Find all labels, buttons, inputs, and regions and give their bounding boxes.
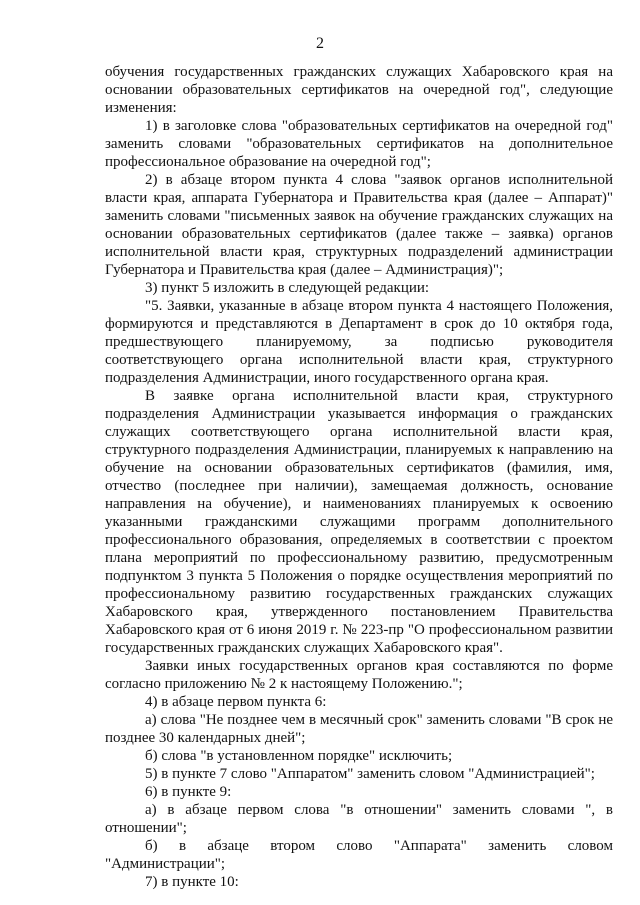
paragraph-item-3-text-part-2: В заявке органа исполнительной власти края, структурного подразделения Администрации указывается информация о гражданских служащих соответствующего органа исполнительной власти края, структурного подразделения Администрации, планируемых к направлению на обучение на основании образовательных сертификатов (фамилия, имя, отчество (последнее при наличии), замещаемая должность, основание направления на обучение), и наименованиях планируемых к освоению указанными гражданскими служащими программ дополнительного профессионального образования, определяемых в соответствии с проектом плана мероприятий по профессиональному развитию, предусмотренным подпунктом 3 пункта 5 Положения о порядке осуществления мероприятий по профессиональному развитию государственных гражданских служащих Хабаровского края, утвержденного постановлением Правительства Хабаровского края от 6 июня 2019 г. № 223-пр "О профессиональном развитии государственных гражданских служащих Хабаровского края". xyxy=(105,388,613,656)
paragraph-item-6: 6) в пункте 9: xyxy=(145,784,232,800)
paragraph-item-4: 4) в абзаце первом пункта 6: xyxy=(145,694,327,710)
paragraph-continuation: обучения государственных гражданских служащих Хабаровского края на основании образовательных сертификатов на очередной год", следующие изменения: xyxy=(105,64,613,116)
paragraph-item-5: 5) в пункте 7 слово "Аппаратом" заменить словом "Администрацией"; xyxy=(145,766,595,782)
paragraph-item-3: 3) пункт 5 изложить в следующей редакции: xyxy=(145,280,430,296)
paragraph-item-1: 1) в заголовке слова "образовательных сертификатов на очередной год" заменить словами "образовательных сертификатов на дополнительное профессиональное образование на очередной год"; xyxy=(105,118,613,170)
paragraph-item-2: 2) в абзаце втором пункта 4 слова "заявок органов исполнительной власти края, аппарата Губернатора и Правительства края (далее – Аппарат)" заменить словами "письменных заявок на обучение гражданских служащих на основании образовательных сертификатов (далее также – заявка) органов исполнительной власти края, структурных подразделений администрации Губернатора и Правительства края (далее – Администрация)"; xyxy=(105,172,613,278)
paragraph-item-7: 7) в пункте 10: xyxy=(145,874,239,890)
paragraph-item-4b: б) слова "в установленном порядке" исключить; xyxy=(145,748,453,764)
paragraph-item-6a: а) в абзаце первом слова "в отношении" заменить словами ", в отношении"; xyxy=(105,802,613,836)
paragraph-item-3-text-part-3: Заявки иных государственных органов края составляются по форме согласно приложению № 2 к настоящему Положению."; xyxy=(105,658,613,692)
document-body xyxy=(105,63,613,891)
paragraph-item-3-text-part-1: "5. Заявки, указанные в абзаце втором пункта 4 настоящего Положения, формируются и представляются в Департамент в срок до 10 октября года, предшествующего планируемому, за подписью руководителя соответствующего органа исполнительной власти края, структурного подразделения Администрации, иного государственного органа края. xyxy=(105,298,613,386)
page-number: 2 xyxy=(316,35,324,52)
paragraph-item-6b: б) в абзаце втором слово "Аппарата" заменить словом "Администрации"; xyxy=(105,838,613,872)
paragraph-item-4a: а) слова "Не позднее чем в месячный срок" заменить словами "В срок не позднее 30 календарных дней"; xyxy=(105,712,613,746)
